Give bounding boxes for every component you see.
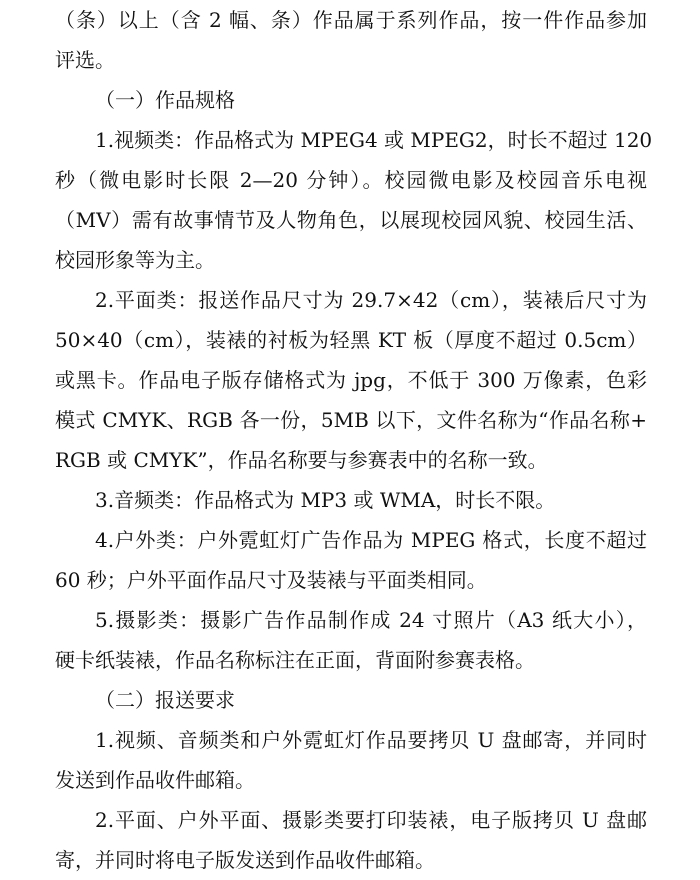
text-line: 发送到作品收件邮箱。 [55, 768, 255, 792]
text-line: 5.摄影类：摄影广告作品制作成 24 寸照片（A3 纸大小）， [95, 608, 647, 632]
text-line: 校园形象等为主。 [55, 248, 215, 272]
section-heading: （一）作品规格 [95, 88, 235, 112]
text-line: 1.视频、音频类和户外霓虹灯作品要拷贝 U 盘邮寄，并同时 [95, 728, 647, 752]
document-page [55, 0, 653, 880]
text-line: 或黑卡。作品电子版存储格式为 jpg，不低于 300 万像素，色彩 [55, 368, 647, 392]
section-heading: （二）报送要求 [95, 688, 235, 712]
text-line: 50×40（cm），装裱的衬板为轻黑 KT 板（厚度不超过 0.5cm） [55, 328, 647, 352]
text-line: 2.平面类：报送作品尺寸为 29.7×42（cm），装裱后尺寸为 [95, 288, 647, 312]
text-line: 60 秒；户外平面作品尺寸及装裱与平面类相同。 [55, 568, 487, 592]
text-line: （MV）需有故事情节及人物角色，以展现校园风貌、校园生活、 [55, 208, 647, 232]
text-line: 寄，并同时将电子版发送到作品收件邮箱。 [55, 848, 435, 872]
text-line: 秒（微电影时长限 2—20 分钟）。校园微电影及校园音乐电视 [55, 168, 647, 192]
text-line: 硬卡纸装裱，作品名称标注在正面，背面附参赛表格。 [55, 648, 535, 672]
text-line: 1.视频类：作品格式为 MPEG4 或 MPEG2，时长不超过 120 [95, 128, 653, 152]
text-line: RGB 或 CMYK”，作品名称要与参赛表中的名称一致。 [55, 448, 548, 472]
text-line: 评选。 [55, 48, 115, 72]
text-line: 4.户外类：户外霓虹灯广告作品为 MPEG 格式，长度不超过 [95, 528, 647, 552]
text-line: （条）以上（含 2 幅、条）作品属于系列作品，按一件作品参加 [55, 8, 647, 32]
text-line: 3.音频类：作品格式为 MP3 或 WMA，时长不限。 [95, 488, 556, 512]
text-line: 模式 CMYK、RGB 各一份，5MB 以下，文件名称为“作品名称+ [55, 408, 647, 432]
text-line: 2.平面、户外平面、摄影类要打印装裱，电子版拷贝 U 盘邮 [95, 808, 647, 832]
